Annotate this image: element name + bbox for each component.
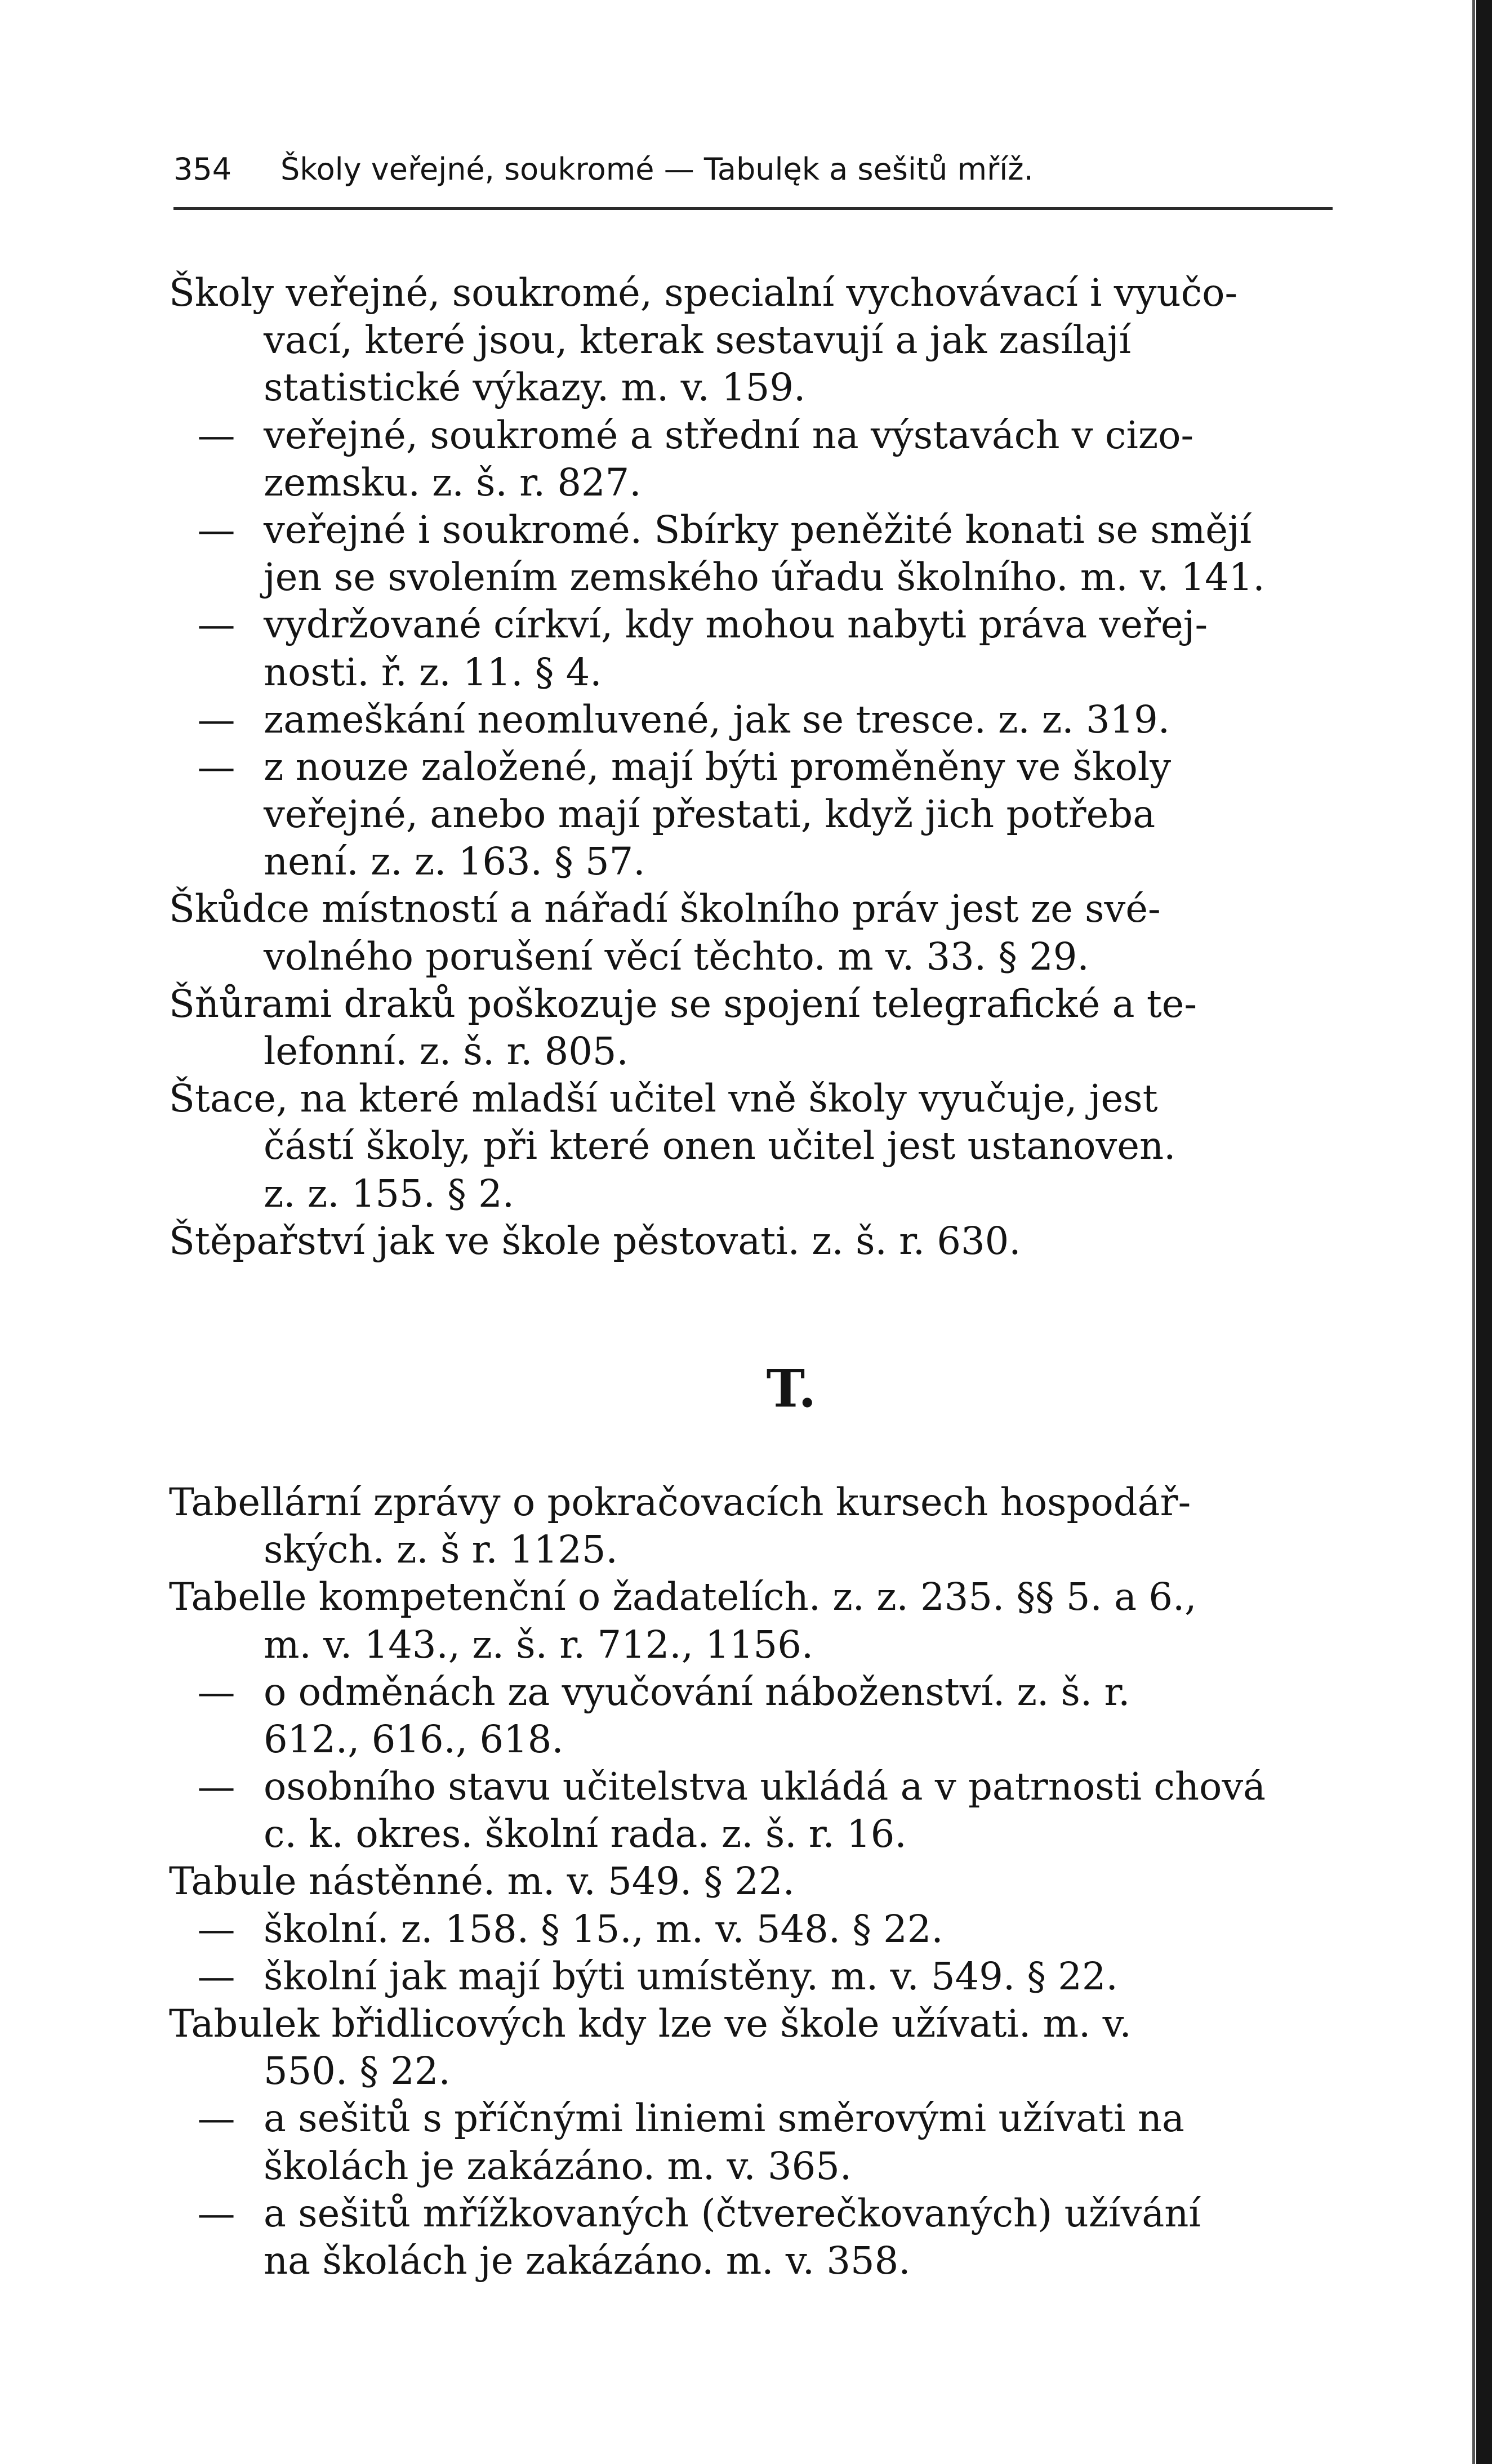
entry-text: školní jak mají býti umístěny. m. v. 549. § 22. (264, 1954, 1118, 1998)
entry-line (169, 649, 1329, 696)
dash-marker: — (197, 1765, 235, 1809)
entry-line (169, 364, 1329, 411)
entry-text: Tabulek břidlicových kdy lze ve škole užívati. m. v. (169, 2002, 1132, 2046)
entry-line (169, 885, 1329, 932)
page-edge-shadow (1472, 0, 1475, 2464)
entry-line (169, 838, 1329, 885)
dash-marker: — (197, 1670, 235, 1714)
header-rule (173, 207, 1333, 210)
entry-line (169, 601, 1329, 648)
index-subentry (169, 506, 1329, 601)
index-entry (169, 1858, 1329, 1905)
index-entry (169, 269, 1329, 412)
index-subentry (169, 1905, 1329, 1953)
header-title: Školy veřejné, soukromé — Tabulęk a sešitů mříž. (280, 151, 1034, 187)
entry-line (169, 553, 1329, 601)
entry-line (169, 696, 1329, 743)
index-entry (169, 1075, 1329, 1217)
entry-text: 550. § 22. (264, 2049, 451, 2093)
entry-text: statistické výkazy. m. v. 159. (264, 365, 806, 410)
entry-line (169, 1763, 1329, 1810)
entry-text: Tabule nástěnné. m. v. 549. § 22. (169, 1859, 795, 1904)
entry-line (169, 2047, 1329, 2095)
section-letter: T. (766, 1358, 817, 1419)
entry-line (169, 2190, 1329, 2237)
entry-text: ských. z. š r. 1125. (264, 1528, 618, 1572)
index-subentry (169, 1668, 1329, 1763)
entry-line (169, 1170, 1329, 1217)
entry-line (169, 316, 1329, 364)
index-entry (169, 885, 1329, 980)
entry-line (169, 1858, 1329, 1905)
entry-text: školní. z. 158. § 15., m. v. 548. § 22. (264, 1907, 943, 1951)
entries-t (169, 1479, 1329, 2284)
running-header (173, 150, 1224, 189)
entry-line (169, 459, 1329, 506)
entry-text: Tabelle kompetenční o žadatelích. z. z. 235. §§ 5. a 6., (169, 1575, 1197, 1619)
entry-text: 612., 616., 618. (264, 1717, 564, 1761)
entry-text: Škůdce místností a nářadí školního práv jest ze své- (169, 887, 1161, 931)
entry-text: z. z. 155. § 2. (264, 1171, 514, 1216)
entry-line (169, 1526, 1329, 1573)
entry-text: a sešitů s příčnými liniemi směrovými užívati na (264, 2096, 1184, 2141)
entry-line (169, 1217, 1329, 1265)
entry-line (169, 2142, 1329, 2190)
section-gap (169, 1265, 1329, 1355)
index-entry (169, 1573, 1329, 1668)
entry-line (169, 1905, 1329, 1953)
entry-line (169, 1479, 1329, 1526)
index-subentry (169, 2190, 1329, 2284)
entry-line (169, 791, 1329, 838)
dash-marker: — (197, 697, 235, 742)
entry-line (169, 933, 1329, 980)
page-number: 354 (173, 151, 232, 187)
entry-line (169, 269, 1329, 316)
entry-line (169, 980, 1329, 1028)
entry-line (169, 743, 1329, 791)
entry-text: Štěpařství jak ve škole pěstovati. z. š. r. 630. (169, 1218, 1021, 1263)
dash-marker: — (197, 413, 235, 457)
index-entry (169, 980, 1329, 1075)
index-subentry (169, 601, 1329, 695)
entry-text: zameškání neomluvené, jak se tresce. z. z. 319. (264, 697, 1170, 742)
entry-text: jen se svolením zemského úřadu školního. m. v. 141. (264, 555, 1265, 600)
entry-line (169, 2237, 1329, 2284)
index-subentry (169, 696, 1329, 743)
entry-text: zemsku. z. š. r. 827. (264, 460, 642, 505)
entry-text: veřejné, soukromé a střední na výstavách v cizo- (264, 413, 1194, 457)
index-subentry (169, 412, 1329, 506)
entry-line (169, 1122, 1329, 1169)
index-subentry (169, 2095, 1329, 2189)
index-entry (169, 2000, 1329, 2095)
entry-text: na školách je zakázáno. m. v. 358. (264, 2238, 911, 2283)
entry-text: veřejné i soukromé. Sbírky peněžité konati se smějí (264, 507, 1252, 552)
entry-line (169, 1028, 1329, 1075)
entries-s (169, 269, 1329, 1265)
entry-text: o odměnách za vyučování náboženství. z. š. r. (264, 1670, 1130, 1714)
entry-line (169, 1621, 1329, 1668)
entry-text: vací, které jsou, kterak sestavují a jak zasílají (264, 318, 1132, 363)
dash-marker: — (197, 602, 235, 647)
dash-marker: — (197, 1954, 235, 1998)
entry-line (169, 506, 1329, 553)
entry-line (169, 1668, 1329, 1716)
entry-line (169, 2000, 1329, 2047)
entry-text: Šňůrami draků poškozuje se spojení telegrafické a te- (169, 981, 1197, 1026)
entry-text: Štace, na které mladší učitel vně školy vyučuje, jest (169, 1077, 1158, 1121)
entry-text: c. k. okres. školní rada. z. š. r. 16. (264, 1812, 907, 1856)
dash-marker: — (197, 2096, 235, 2141)
entry-text: není. z. z. 163. § 57. (264, 840, 645, 884)
entry-text: z nouze založené, mají býti proměněny ve školy (264, 744, 1172, 789)
entry-line (169, 1075, 1329, 1122)
entry-text: m. v. 143., z. š. r. 712., 1156. (264, 1622, 814, 1667)
index-subentry (169, 1953, 1329, 2000)
index-subentry (169, 743, 1329, 886)
dash-marker: — (197, 507, 235, 552)
dash-marker: — (197, 1907, 235, 1951)
index-subentry (169, 1763, 1329, 1858)
entry-text: a sešitů mřížkovaných (čtverečkovaných) užívání (264, 2191, 1201, 2235)
entry-line (169, 1953, 1329, 2000)
entry-text: částí školy, při které onen učitel jest ustanoven. (264, 1124, 1176, 1168)
entry-line (169, 1716, 1329, 1763)
index-entry (169, 1479, 1329, 1573)
entry-line (169, 1573, 1329, 1621)
entry-text: Tabellární zprávy o pokračovacích kursech hospodář- (169, 1480, 1191, 1524)
entry-text: veřejné, anebo mají přestati, když jich potřeba (264, 792, 1156, 837)
entry-text: volného porušení věcí těchto. m v. 33. § 29. (264, 934, 1089, 979)
page-edge (1476, 0, 1492, 2464)
dash-marker: — (197, 2191, 235, 2235)
dash-marker: — (197, 744, 235, 789)
entry-text: lefonní. z. š. r. 805. (264, 1029, 629, 1073)
entry-text: školách je zakázáno. m. v. 365. (264, 2144, 852, 2188)
entry-text: osobního stavu učitelstva ukládá a v patrnosti chová (264, 1765, 1266, 1809)
entry-text: nosti. ř. z. 11. § 4. (264, 650, 602, 694)
entry-text: Školy veřejné, soukromé, specialní vychovávací i vyučo- (169, 271, 1238, 315)
entry-line (169, 412, 1329, 459)
index-body (169, 269, 1329, 2284)
entry-line (169, 2095, 1329, 2142)
section-gap-after (169, 1422, 1329, 1479)
entry-line (169, 1810, 1329, 1858)
index-entry (169, 1217, 1329, 1265)
entry-text: vydržované církví, kdy mohou nabyti práva veřej- (264, 602, 1208, 647)
